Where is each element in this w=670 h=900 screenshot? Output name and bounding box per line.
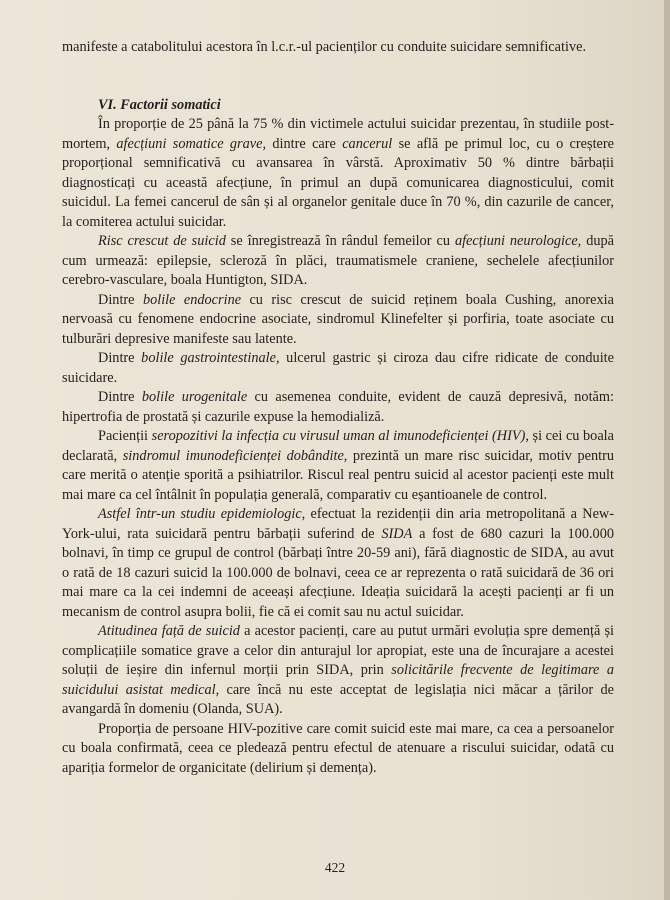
paragraph-6: Pacienții seropozitivi la infecția cu virusul uman al imunodeficienței (HIV), și cei cu boala declarată, sindromul imunodeficienței dobândite, prezintă un mare risc suicidar, motiv pentru care merită o atenție sporită a psihiatrilor. Riscul real pentru suicid al acestor pacienți este mult mai mare ca cel întâlnit în populația generală, comparativ cu eșantioanele de control. xyxy=(62,428,614,503)
page-number: 422 xyxy=(324,860,346,875)
paragraph-8: Atitudinea față de suicid a acestor pacienți, care au putut urmări evoluția spre demență și complicațiile somatice grave a celor din anturajul lor apropiat, este una de încurajare a acestei soluții de ieșire din infernul morții prin SIDA, prin solicitările frecvente de legitimare a suicidului asistat medical, care încă nu este acceptat de legislația nici măcar a țărilor de avangardă în domeniu (Olanda, SUA). xyxy=(62,623,615,717)
paragraph-2: Risc crescut de suicid se înregistrează în rândul femeilor cu afecțiuni neurologice, după cum urmează: epilepsie, scleroză în plăci, traumatismele craniene, sechelele afecțiunilor cerebro-vasculare, boala Huntigton, SIDA. xyxy=(62,233,614,288)
paragraph-1: În proporție de 25 până la 75 % din victimele actului suicidar prezentau, în studiile post-mortem, afecțiuni somatice grave, dintre care cancerul se află pe primul loc, cu o creștere proporțional semnificativă cu avansarea în vârstă. Aproximativ 50 % dintre bărbații diagnosticați cu această afecțiune, în primul an după comunicarea diagnosticului, comit suicidul. La femei cancerul de sân și al organelor genitale duce în 70 %, din cazurile de cancer, la comiterea actului suicidar. xyxy=(62,116,615,230)
intro-paragraph: manifeste a catabolitului acestora în l.c.r.-ul pacienților cu conduite suicidare semnificative. xyxy=(62,39,587,55)
paragraph-5: Dintre bolile urogenitale cu asemenea conduite, evident de cauză depresivă, notăm: hipertrofia de prostată și cazurile expuse la hemodializă. xyxy=(62,389,614,425)
paragraph-7: Astfel într-un studiu epidemiologic, efectuat la rezidenții din aria metropolitană a New-York-ului, rata suicidară pentru bărbații suferind de SIDA a fost de 680 cazuri la 100.000 bolnavi, în timp ce grupul de control (bărbați între 20-59 ani), fără diagnostic de SIDA, au avut o rată de 18 cazuri suicid la 100.000 de bolnavi, ceea ce ar reprezenta o rată suicidară de 36 ori mai mare ca la cei indemni de aceeași afecțiune. Ideația suicidară la acești pacienți ar fi un mecanism de control asupra bolii, fie că ei comit sau nu actul suicidar. xyxy=(62,506,615,620)
paragraph-3: Dintre bolile endocrine cu risc crescut de suicid reținem boala Cushing, anorexia nervoasă cu fenomene endocrine asociate, sindromul Klinefelter și porfiria, toate asociate cu tulburări depresive manifeste sau latente. xyxy=(62,291,614,347)
paragraph-9: Proporția de persoane HIV-pozitive care comit suicid este mai mare, ca cea a persoanelor cu boala confirmată, ceea ce pledează pentru efectul de atenuare a riscului suicidar, odată cu apariția formelor de organicitate (delirium și demența). xyxy=(62,720,614,776)
page-text xyxy=(62,38,614,778)
paragraph-4: Dintre bolile gastrointestinale, ulcerul gastric și ciroza dau cifre ridicate de conduite suicidare. xyxy=(62,350,614,386)
page-edge-shadow xyxy=(664,0,670,900)
section-heading: VI. Factorii somatici xyxy=(98,96,221,113)
